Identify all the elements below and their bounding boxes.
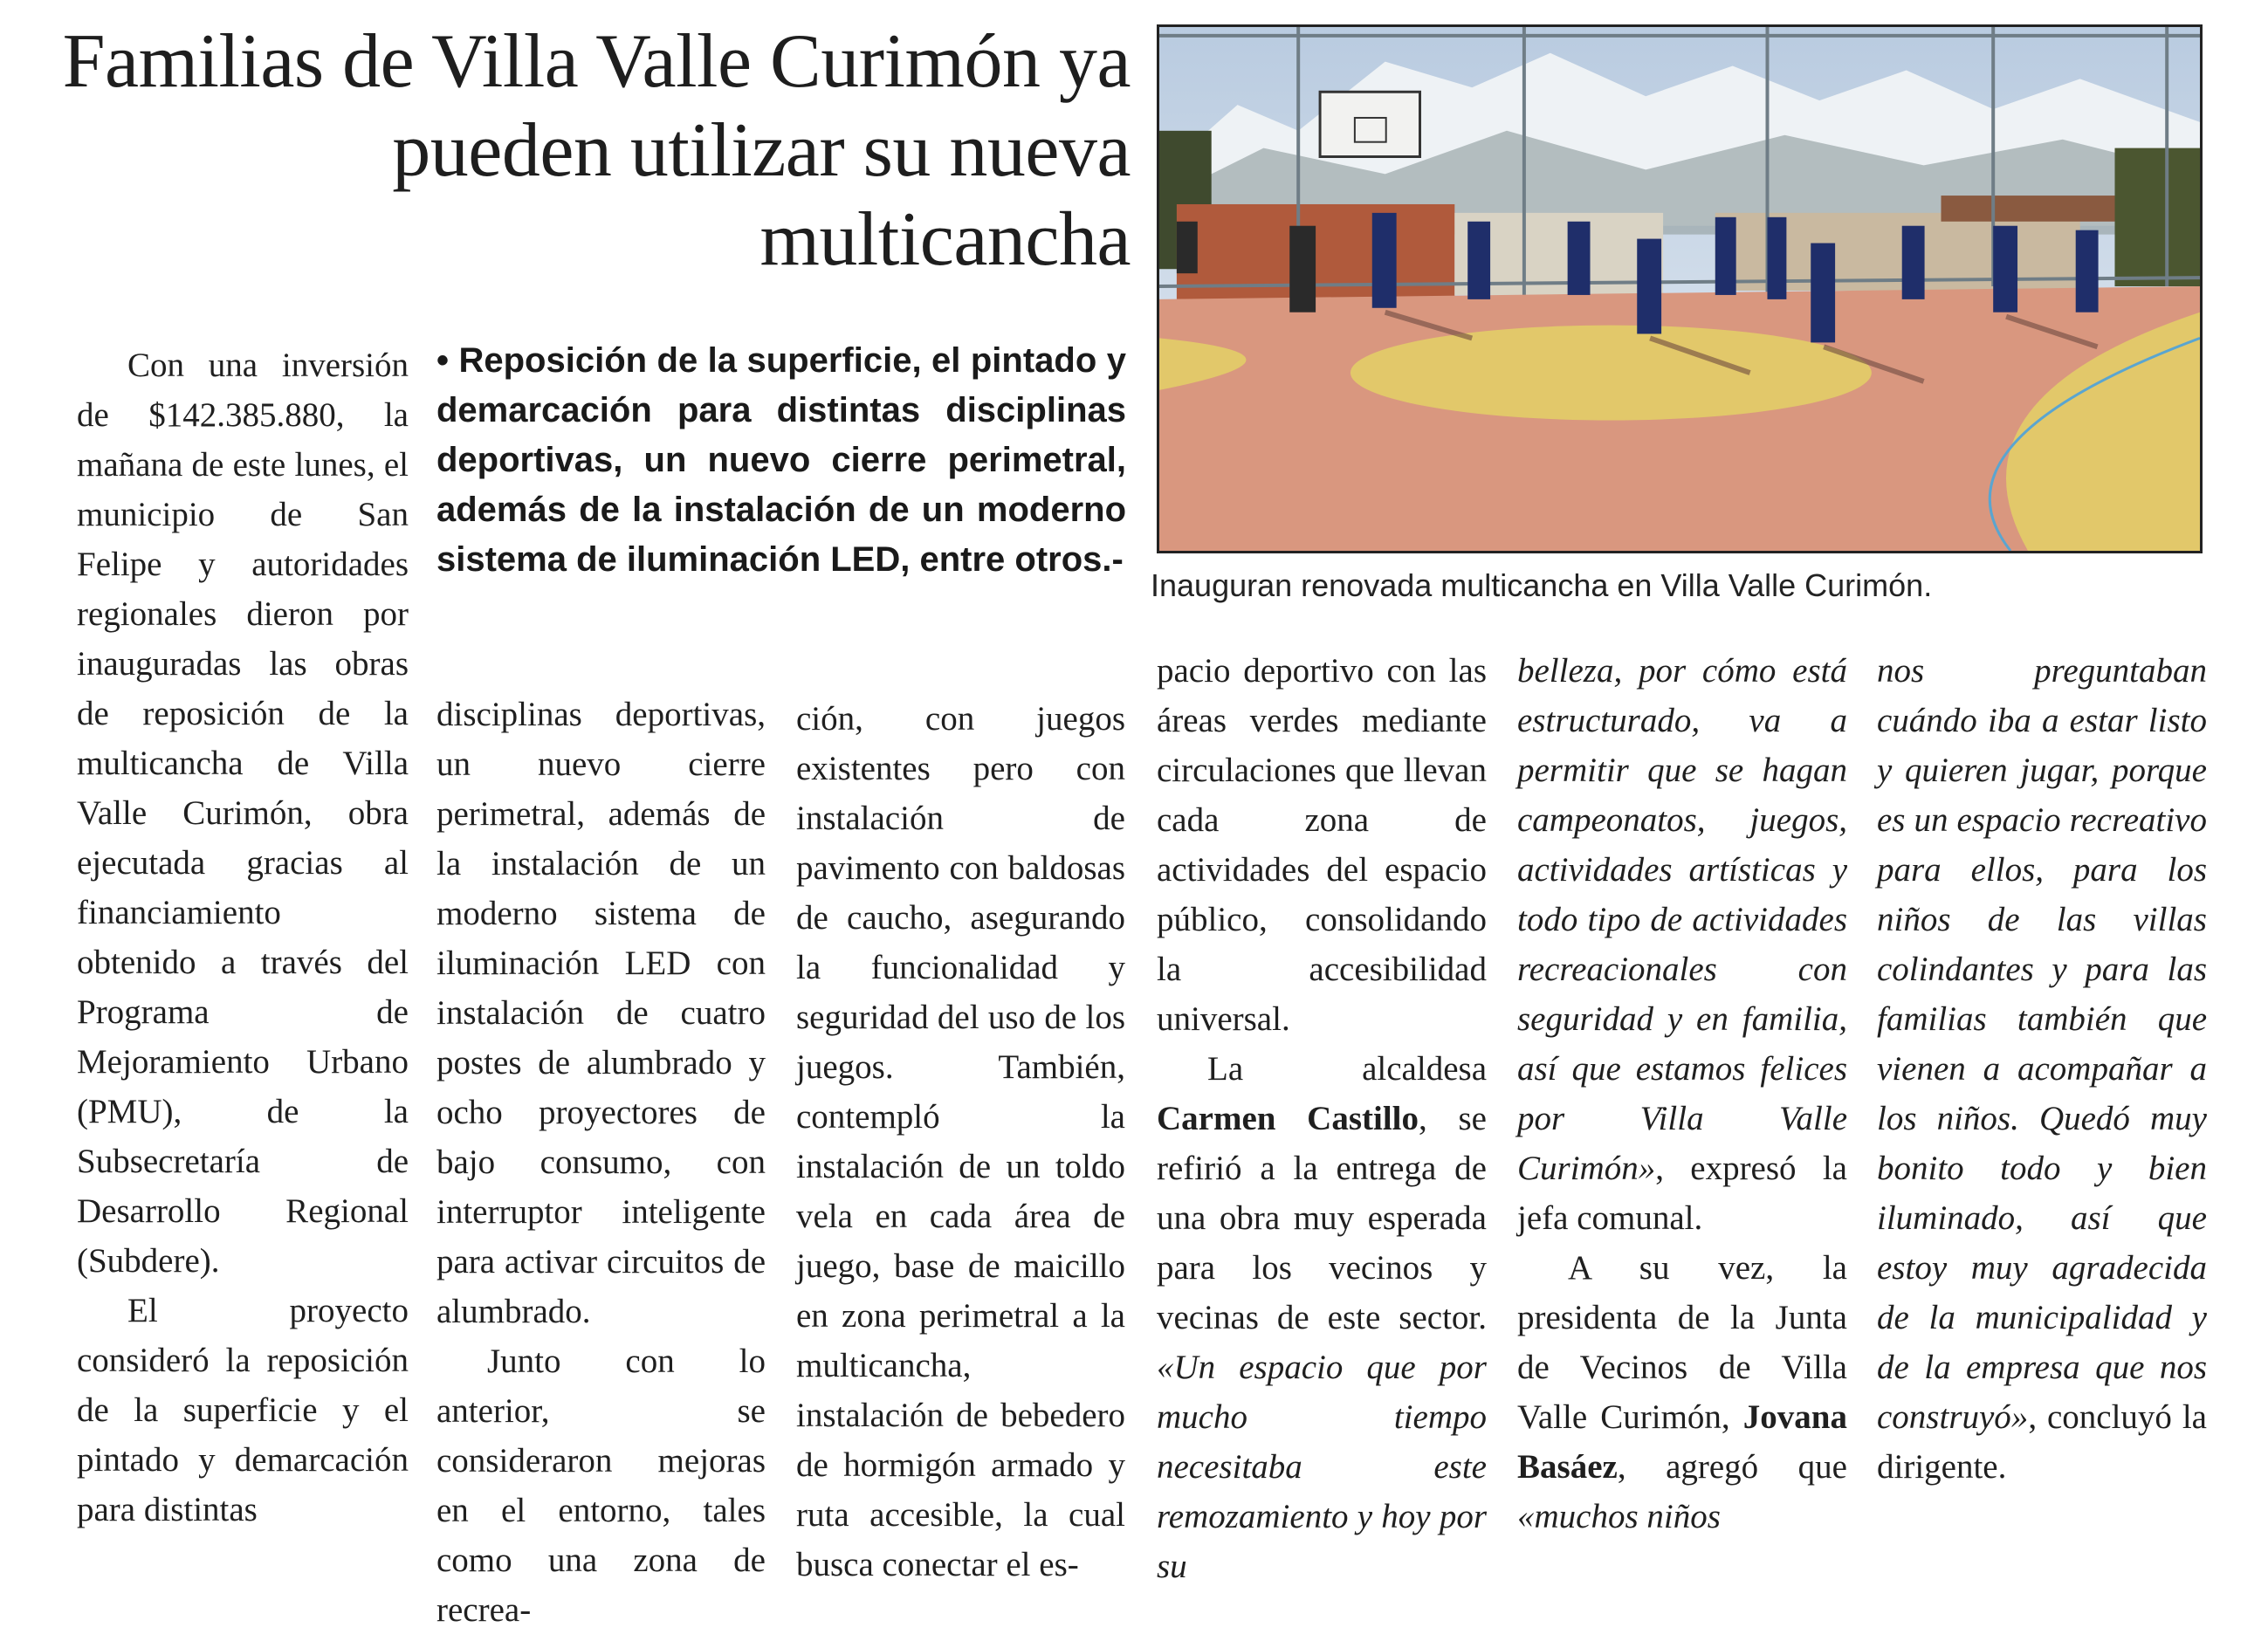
paragraph: disciplinas deportivas, un nuevo cierre perimetral, además de la instalación de un moderno sistema de iluminación LED con instalación de cuatro postes de alumbrado y ocho proyectores de bajo consumo, con interruptor inteligente para activar circuitos de alumbrado.: [436, 696, 766, 1330]
text-run: , se refirió a la entrega de una obra muy esperada para los vecinos y vecinas de este sector.: [1157, 1100, 1487, 1336]
paragraph: Con una inversión de $142.385.880, la mañana de este lunes, el municipio de San Felipe y autoridades regionales dieron por inauguradas las obras de reposición de la multicancha de Villa Valle Curimón, obra ejecutada gracias al financiamiento obtenido a través del Programa de Mejoramiento Urbano (PMU), de la Subsecretaría de Desarrollo Regional (Subdere).: [77, 347, 409, 1280]
paragraph: [1517, 1243, 1847, 1541]
body-column-6: [1877, 646, 2207, 1492]
paragraph: [1157, 1044, 1487, 1591]
article-headline: Familias de Villa Valle Curimón ya pueden utilizar su nueva multicancha: [62, 19, 1131, 282]
body-column-2: [436, 690, 766, 1635]
paragraph: pacio deportivo con las áreas verdes mediante circulaciones que llevan cada zona de actividades del espacio público, consolidando la accesibilidad universal.: [1157, 652, 1487, 1038]
paragraph: El proyecto consideró la reposición de la superficie y el pintado y demarcación para distintas: [77, 1292, 409, 1528]
mayor-name: Carmen Castillo: [1157, 1100, 1419, 1137]
body-column-1: [77, 340, 409, 1535]
paragraph: [1877, 646, 2207, 1492]
text-run: A su vez, la presidenta de la Junta de Vecinos de Villa Valle Curimón,: [1517, 1249, 1847, 1436]
quote-text: «Un espacio que por mucho tiempo necesitaba este remozamiento y hoy por su: [1157, 1349, 1487, 1585]
text-run: La alcaldesa: [1207, 1050, 1487, 1088]
body-column-5: [1517, 646, 1847, 1541]
text-run: , concluyó la dirigente.: [1877, 1398, 2207, 1486]
quote-text: «muchos niños: [1517, 1498, 1721, 1535]
photo-caption: Inauguran renovada multicancha en Villa Valle Curimón.: [1151, 567, 1933, 603]
paragraph: Junto con lo anterior, se consideraron mejoras en el entorno, tales como una zona de recrea-: [436, 1342, 766, 1629]
multicancha-photo: [1157, 24, 2203, 553]
text-run: , expresó la jefa comunal.: [1517, 1150, 1847, 1237]
paragraph: [1517, 646, 1847, 1243]
president-name: Jovana Basáez: [1517, 1398, 1847, 1486]
body-column-3: [796, 694, 1125, 1590]
court-illustration: [1159, 27, 2200, 551]
article-deck: • Reposición de la superficie, el pintado y demarcación para distintas disciplinas deportivas, un nuevo cierre perimetral, además de la instalación de un moderno sistema de iluminación LED, entre otros.-: [436, 341, 1126, 579]
quote-text: nos preguntaban cuándo iba a estar listo y quieren jugar, porque es un espacio recreativo para ellos, para los niños de las villas colindantes y para las familias también que vienen a acompañar a los niños. Quedó muy bonito todo y bien iluminado, así que estoy muy agradecida de la municipalidad y de la empresa que nos construyó»: [1877, 652, 2207, 1436]
quote-text: belleza, por cómo está estructurado, va a permitir que se hagan campeonatos, juegos, actividades artísticas y todo tipo de actividades recreacionales con seguridad y en familia, así que estamos felices por Villa Valle Curimón»: [1517, 652, 1847, 1187]
body-column-4: [1157, 646, 1487, 1591]
text-run: , agregó que: [1617, 1448, 1847, 1486]
paragraph: ción, con juegos existentes pero con instalación de pavimento con baldosas de caucho, asegurando la funcionalidad y seguridad del uso de los juegos. También, contempló la instalación de un toldo vela en cada área de juego, base de maicillo en zona perimetral a la multicancha, instalación de bebedero de hormigón armado y ruta accesible, la cual busca conectar el es-: [796, 700, 1125, 1583]
